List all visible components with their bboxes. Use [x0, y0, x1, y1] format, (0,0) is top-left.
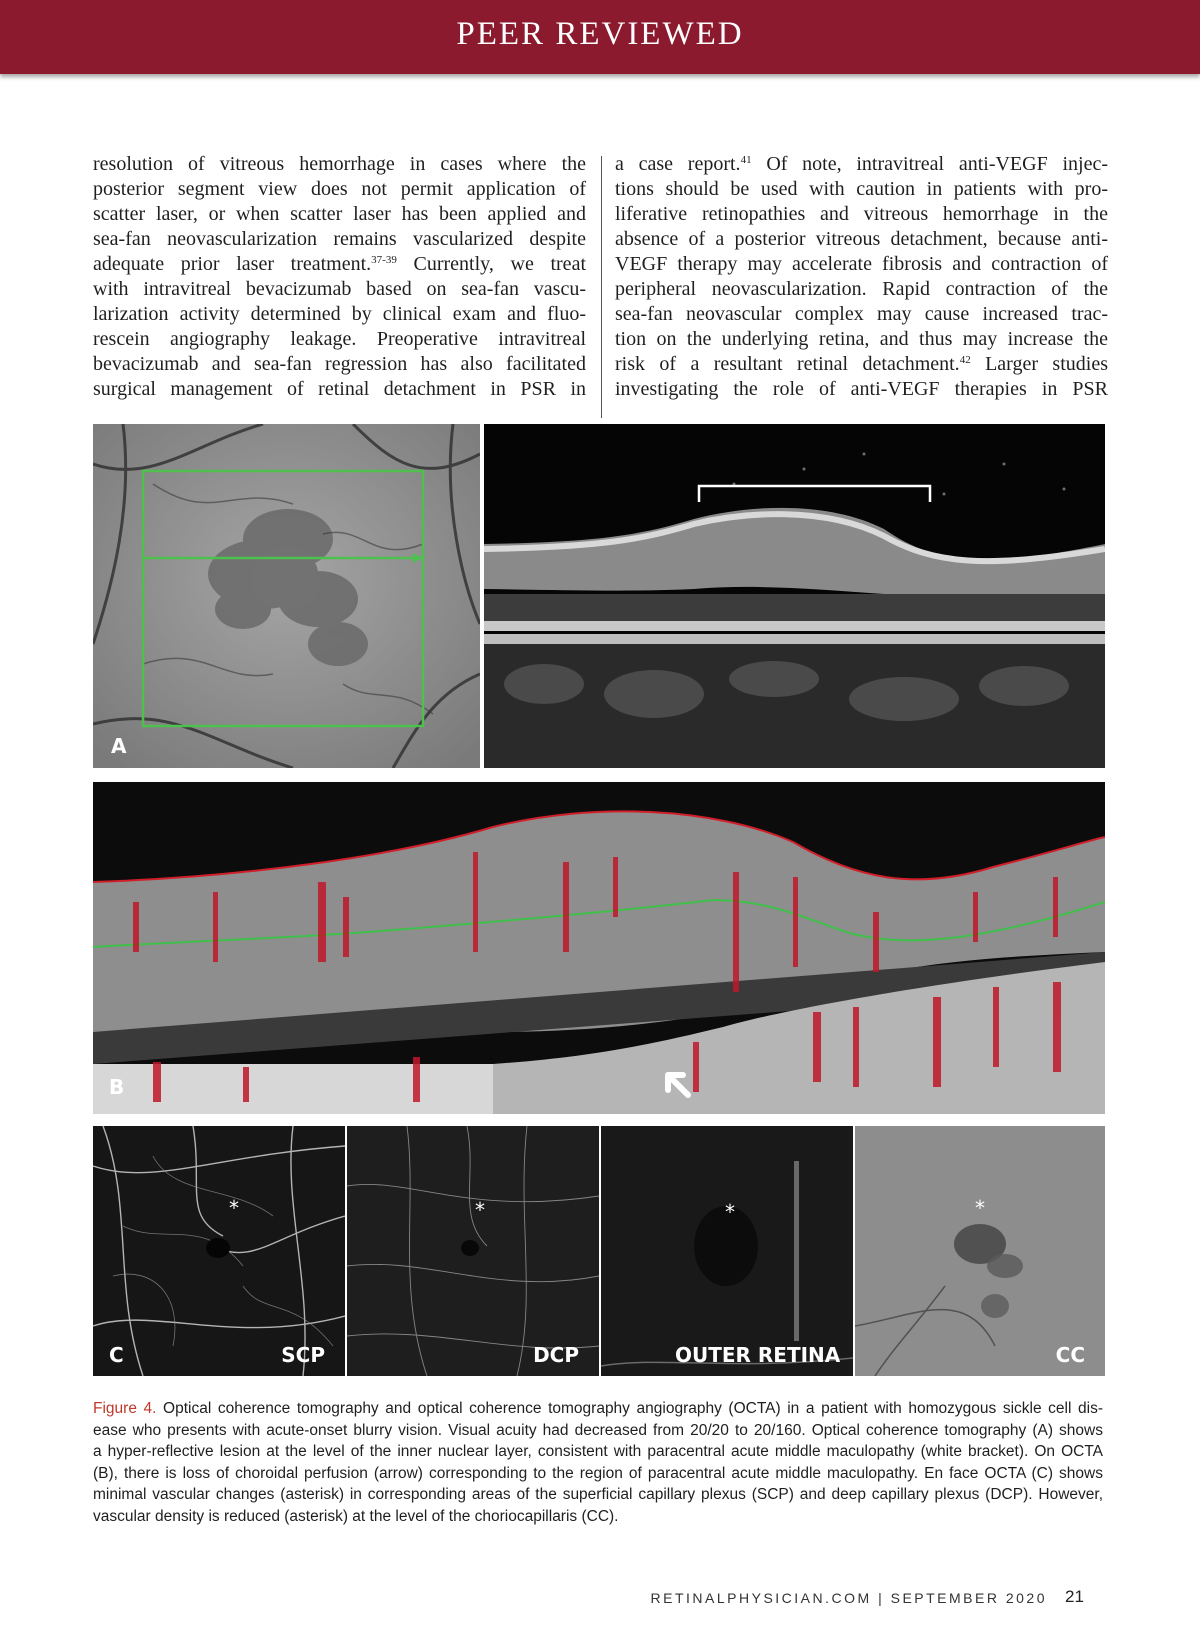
octa-enface-dcp	[347, 1126, 599, 1376]
section-title: PEER REVIEWED	[456, 16, 744, 52]
text-line: liferative retinopathies and vitreous hemorrhage in the	[615, 203, 1108, 225]
body-column-right	[615, 152, 1108, 402]
column-divider	[601, 156, 602, 418]
caption-line: a hyper-reflective lesion at the level of the inner nuclear layer, consistent with paracentral acute middle maculopathy (white bracket). On OCTA	[93, 1443, 1103, 1460]
text-fragment: adequate prior laser treatment.	[93, 253, 372, 275]
text-line-with-citation	[615, 152, 1108, 177]
octa-enface-scp	[93, 1126, 345, 1376]
text-line: posterior segment view does not permit application of	[93, 178, 586, 200]
text-line: sea-fan neovascularization remains vascularized despite	[93, 228, 586, 250]
asterisk-marker: *	[475, 1198, 485, 1222]
text-line: with intravitreal bevacizumab based on sea-fan vascu-	[93, 278, 586, 300]
caption-text: Optical coherence tomography and optical coherence tomography angiography (OCTA) in a patient with homozygous sickle cell dis-	[156, 1400, 1103, 1417]
oct-bscan-image	[484, 424, 1105, 768]
text-line: peripheral neovascularization. Rapid contraction of the	[615, 278, 1108, 300]
asterisk-marker: *	[725, 1200, 735, 1224]
text-fragment: risk of a resultant retinal detachment.	[615, 353, 960, 375]
panel-label-a: A	[111, 734, 127, 758]
text-line-with-citation	[93, 252, 586, 277]
text-line: sea-fan neovascular complex may cause increased trac-	[615, 303, 1108, 325]
octa-bscan-image	[93, 782, 1105, 1114]
text-line: scatter laser, or when scatter laser has been applied and	[93, 203, 586, 225]
oct-scan-panel-a	[484, 424, 1105, 768]
body-column-left	[93, 152, 586, 402]
text-fragment: a case report.	[615, 153, 741, 175]
caption-line: ease who presents with acute-onset blurry vision. Visual acuity had decreased from 20/20 to 20/160. Optical coherence tomography (A) shows	[93, 1421, 1103, 1439]
figure-caption	[93, 1398, 1103, 1527]
caption-line	[93, 1398, 1103, 1420]
text-line: investigating the role of anti-VEGF therapies in PSR	[615, 378, 1108, 400]
page-number: 21	[1065, 1587, 1084, 1606]
subpanel-label-cc: CC	[1055, 1343, 1085, 1367]
caption-line: (B), there is loss of choroidal perfusion (arrow) corresponding to the region of paracentral acute middle maculopathy. En face OCTA (C) shows	[93, 1464, 1103, 1482]
text-line: VEGF therapy may accelerate fibrosis and contraction of	[615, 253, 1108, 275]
octa-scan-panel-b	[93, 782, 1105, 1114]
cc-image	[855, 1126, 1105, 1376]
text-fragment: Of note, intravitreal anti-VEGF injec-	[751, 153, 1108, 175]
fundus-image-panel-a	[93, 424, 480, 768]
footer-site-date: RETINALPHYSICIAN.COM | SEPTEMBER 2020	[650, 1590, 1047, 1606]
citation-superscript: 37-39	[371, 254, 397, 266]
text-line: larization activity determined by clinical exam and fluo-	[93, 303, 586, 325]
asterisk-marker: *	[975, 1196, 985, 1220]
text-line: rescein angiography leakage. Preoperative intravitreal	[93, 328, 586, 350]
panel-label-b: B	[109, 1075, 125, 1099]
text-line-with-citation	[615, 352, 1108, 377]
subpanel-label-outer-retina: OUTER RETINA	[675, 1343, 841, 1367]
scp-image	[93, 1126, 345, 1376]
panel-label-c: C	[109, 1343, 124, 1367]
header-banner	[0, 0, 1200, 74]
text-line: tions should be used with caution in patients with pro-	[615, 178, 1108, 200]
subpanel-label-dcp: DCP	[533, 1343, 579, 1367]
text-line: absence of a posterior vitreous detachment, because anti-	[615, 228, 1108, 250]
text-line: tion on the underlying retina, and thus may increase the	[615, 328, 1108, 350]
subpanel-label-scp: SCP	[281, 1343, 325, 1367]
text-line: surgical management of retinal detachment in PSR in	[93, 378, 586, 400]
text-line: resolution of vitreous hemorrhage in cases where the	[93, 153, 586, 175]
octa-enface-outer-retina	[601, 1126, 853, 1376]
text-line: bevacizumab and sea-fan regression has also facilitated	[93, 353, 586, 375]
fundus-image	[93, 424, 480, 768]
citation-superscript: 42	[959, 354, 971, 366]
caption-line: minimal vascular changes (asterisk) in corresponding areas of the superficial capillary plexus (SCP) and deep capillary plexus (DCP). However,	[93, 1486, 1103, 1503]
text-fragment: Larger studies	[970, 353, 1108, 375]
citation-superscript: 41	[740, 154, 752, 166]
outer-retina-image	[601, 1126, 853, 1376]
figure-label: Figure 4.	[93, 1400, 157, 1417]
octa-enface-cc	[855, 1126, 1105, 1376]
text-fragment: Currently, we treat	[396, 253, 586, 275]
caption-line: vascular density is reduced (asterisk) at the level of the choriocapillaris (CC).	[93, 1507, 619, 1525]
dcp-image	[347, 1126, 599, 1376]
asterisk-marker: *	[229, 1196, 239, 1220]
